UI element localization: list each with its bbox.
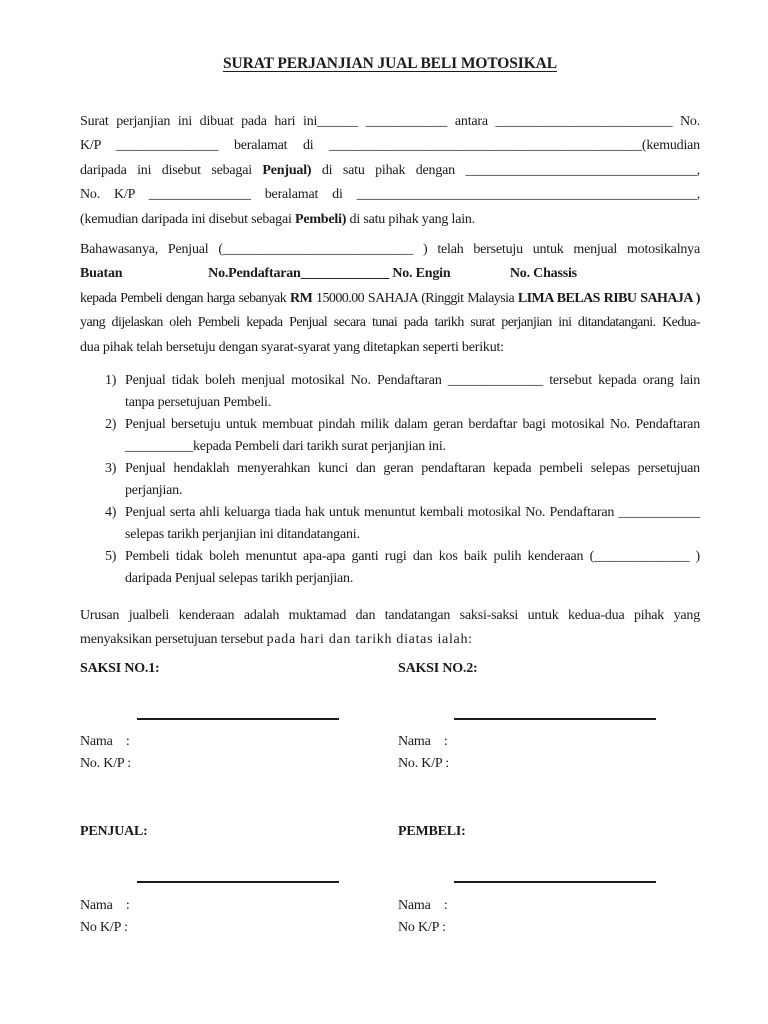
clause-line: __________kepada Pembeli dari tarikh surat perjanjian ini. [125,439,446,455]
document-title [80,54,700,73]
intro-line-5: (kemudian daripada ini disebut sebagai Pembeli) di satu pihak yang lain. [80,211,476,227]
clause-line: Penjual tidak boleh menjual motosikal No. Pendaftaran ______________ tersebut kepada orang lain [125,373,700,389]
clause-number: 3) [105,461,117,477]
witness2-label: SAKSI NO.2: [398,660,478,676]
price-line: kepada Pembeli dengan harga sebanyak RM 15000.00 SAHAJA (Ringgit Malaysia LIMA BELAS RIBU SAHAJA ) [80,290,701,306]
witness1-kp-label: No. K/P : [80,755,131,771]
pembeli-label: PEMBELI: [398,823,466,839]
party-fields-row [80,895,700,939]
clause-line: tanpa persetujuan Pembeli. [125,395,272,411]
intro-line-1: Surat perjanjian ini dibuat pada hari ini______ ____________ antara __________________________ No. [80,114,700,129]
clause-line: selepas tarikh perjanjian ini ditandatangani. [125,527,360,543]
pembeli-signature-line [454,881,656,883]
clause-number: 2) [105,417,117,433]
witness-fields-row [80,731,700,775]
clause-line: Penjual serta ahli keluarga tiada hak untuk menuntut kembali motosikal No. Pendaftaran ____________ [125,505,700,521]
clause-item-5 [80,546,700,590]
witness2-kp-label: No. K/P : [398,755,449,771]
witness2-nama-label: Nama : [398,733,448,749]
clause-item-3 [80,458,700,502]
intro-line-3: daripada ini disebut sebagai Penjual) di satu pihak dengan __________________________________, [80,162,700,178]
party-signature-row [80,881,700,883]
clause-line: Penjual bersetuju untuk membuat pindah milik dalam geran berdaftar bagi motosikal No. Pendaftaran [125,417,700,433]
witness-heading-row [80,659,700,679]
intro-paragraph [80,110,700,232]
closing-paragraph [80,604,700,653]
terms-line-5: dua pihak telah bersetuju dengan syarat-syarat yang ditetapkan seperti berikut: [80,339,504,355]
clause-line: perjanjian. [125,483,183,499]
intro-line-4: No. K/P _______________ beralamat di __________________________________________________, [80,187,700,203]
clause-number: 5) [105,549,117,565]
vehicle-details-line: Buatan No.Pendaftaran_____________ No. Engin No. Chassis [80,266,577,282]
party-heading-row [80,822,700,842]
closing-line-2: menyaksikan persetujuan tersebut pada hari dan tarikh diatas ialah: [80,632,473,648]
clause-line: daripada Penjual selepas tarikh perjanjian. [125,571,354,587]
clause-item-4 [80,502,700,546]
terms-paragraph [80,238,700,360]
clause-item-2 [80,414,700,458]
penjual-signature-line [137,881,339,883]
clause-line: Pembeli tidak boleh menuntut apa-apa ganti rugi dan kos baik pulih kenderaan (______________ ) [125,549,700,565]
intro-line-2: K/P _______________ beralamat di ______________________________________________(kemudian [80,138,700,154]
pembeli-nama-label: Nama : [398,897,448,913]
document-title-text: SURAT PERJANJIAN JUAL BELI MOTOSIKAL [222,55,558,72]
closing-line-1: Urusan jualbeli kenderaan adalah muktamad dan tandatangan saksi-saksi untuk kedua-dua pihak yang [80,608,700,624]
witness1-label: SAKSI NO.1: [80,660,160,676]
clause-number: 4) [105,505,117,521]
witness-signature-row [80,718,700,720]
terms-line-1: Bahawasanya, Penjual (____________________________ ) telah bersetuju untuk menjual motosikalnya [80,242,700,258]
penjual-kp-label: No K/P : [80,919,128,935]
penjual-label: PENJUAL: [80,823,148,839]
terms-line-4: yang dijelaskan oleh Pembeli kepada Penjual secara tunai pada tarikh surat perjanjian ini ditandatangani. Kedua- [80,315,700,331]
clause-number: 1) [105,373,117,389]
witness2-signature-line [454,718,656,720]
clauses-list [80,370,700,590]
clause-line: Penjual hendaklah menyerahkan kunci dan geran pendaftaran kepada pembeli selepas persetujuan [125,461,700,477]
witness1-nama-label: Nama : [80,733,130,749]
witness1-signature-line [137,718,339,720]
clause-item-1 [80,370,700,414]
pembeli-kp-label: No K/P : [398,919,446,935]
penjual-nama-label: Nama : [80,897,130,913]
